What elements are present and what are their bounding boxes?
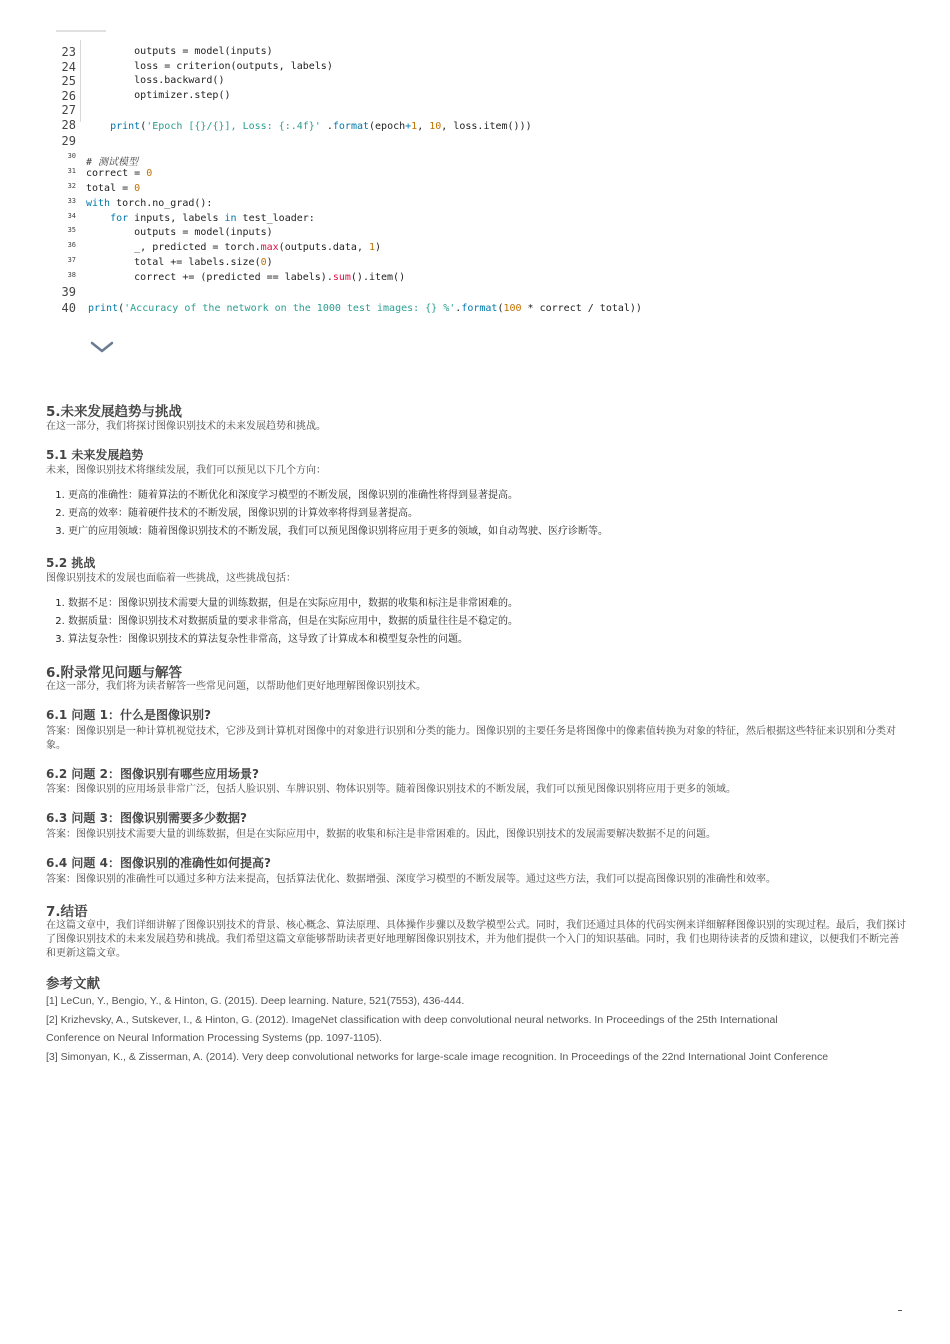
list-item: 3. 更广的应用领域：随着图像识别技术的不断发展，我们可以预见图像识别将应用于更多的领域，如自动驾驶、医疗诊断等。 [68, 523, 608, 541]
section-6-intro: 在这一部分，我们将为读者解答一些常见问题，以帮助他们更好地理解图像识别技术。 [46, 681, 426, 692]
page-footer-mark [898, 1310, 902, 1311]
section-5-2-title: 5.2 挑战 [46, 556, 96, 570]
question-3-title: 6.3 问题 3：图像识别需要多少数据? [46, 811, 247, 825]
code-line: loss = criterion(outputs, labels) [86, 61, 333, 72]
line-number: 37 [67, 256, 76, 264]
question-1-answer: 答案：图像识别是一种计算机视觉技术，它涉及到计算机对图像中的对象进行识别和分类的能力。图像识别的主要任务是将图像中的像素值转换为对象的特征，然后根据这些特征来识别和分类对象。 [46, 726, 896, 751]
line-number: 30 [67, 152, 76, 160]
code-line: _, predicted = torch.max(outputs.data, 1) [86, 242, 382, 253]
reference-item: [3] Simonyan, K., & Zisserman, A. (2014). Very deep convolutional networks for large-scale image recognition. In Proceedings of the 22nd International Joint Conference [46, 1051, 829, 1063]
code-line: total += labels.size(0) [86, 257, 273, 268]
code-line: print('Accuracy of the network on the 1000 test images: {} %'.format(100 * correct / total)) [88, 303, 642, 314]
section-6-title: 6.附录常见问题与解答 [46, 665, 183, 681]
code-line: optimizer.step() [86, 90, 231, 101]
trend-list [46, 487, 608, 541]
code-line: with torch.no_grad(): [86, 198, 213, 209]
section-5-intro: 在这一部分，我们将探讨图像识别技术的未来发展趋势和挑战。 [46, 421, 326, 432]
reference-item: Conference on Neural Information Processing Systems (pp. 1097-1105). [46, 1032, 382, 1044]
list-item: 2. 更高的效率：随着硬件技术的不断发展，图像识别的计算效率将得到显著提高。 [68, 505, 608, 523]
line-number: 38 [67, 271, 76, 279]
code-line: correct = 0 [86, 168, 153, 179]
code-line: outputs = model(inputs) [86, 46, 273, 57]
line-number: 33 [67, 197, 76, 205]
code-line: correct += (predicted == labels).sum().item() [86, 272, 406, 283]
line-number: 36 [67, 241, 76, 249]
references-title: 参考文献 [46, 976, 100, 992]
chevron-down-icon[interactable] [90, 340, 114, 354]
code-line: loss.backward() [86, 75, 225, 86]
list-item: 3. 算法复杂性：图像识别技术的算法复杂性非常高，这导致了计算成本和模型复杂性的问题。 [68, 631, 518, 649]
list-item: 1. 数据不足：图像识别技术需要大量的训练数据，但是在实际应用中，数据的收集和标注是非常困难的。 [68, 595, 518, 613]
question-3-answer: 答案：图像识别技术需要大量的训练数据，但是在实际应用中，数据的收集和标注是非常困难的。因此，图像识别技术的发展需要解决数据不足的问题。 [46, 829, 716, 840]
section-5-1-title: 5.1 未来发展趋势 [46, 448, 144, 462]
line-number: 28 [61, 118, 76, 132]
code-gutter-rule [80, 40, 81, 122]
line-number: 23 [61, 45, 76, 59]
section-5-title: 5.未来发展趋势与挑战 [46, 404, 183, 420]
line-number: 39 [61, 285, 76, 299]
code-comment: # 测试模型 [86, 157, 139, 168]
line-number: 40 [61, 301, 76, 315]
section-5-2-intro: 图像识别技术的发展也面临着一些挑战，这些挑战包括： [46, 573, 296, 584]
question-2-title: 6.2 问题 2：图像识别有哪些应用场景? [46, 767, 259, 781]
line-number: 34 [67, 212, 76, 220]
list-item: 2. 数据质量：图像识别技术对数据质量的要求非常高，但是在实际应用中，数据的质量往往是不稳定的。 [68, 613, 518, 631]
line-number: 29 [61, 134, 76, 148]
question-4-title: 6.4 问题 4：图像识别的准确性如何提高? [46, 856, 271, 870]
question-1-title: 6.1 问题 1：什么是图像识别? [46, 708, 211, 722]
line-number: 35 [67, 226, 76, 234]
conclusion-text: 在这篇文章中，我们详细讲解了图像识别技术的背景、核心概念、算法原理、具体操作步骤以及数学模型公式。同时，我们还通过具体的代码实例来详细解释图像识别的实现过程。最后，我们探讨了图像识别技术的未来发展趋势和挑战。我们希望这篇文章能够帮助读者更好地理解图像识别技术，并为他们提供一个入门的知识基础。同时，我 们也期待读者的反馈和建议，以便我们不断完善和更新这篇文章。 [46, 920, 906, 959]
line-number: 31 [67, 167, 76, 175]
line-number: 24 [61, 60, 76, 74]
reference-item: [2] Krizhevsky, A., Sutskever, I., & Hinton, G. (2012). ImageNet classification with deep convolutional neural networks. In Proceedings of the 25th International [46, 1014, 778, 1026]
section-5-1-intro: 未来，图像识别技术将继续发展，我们可以预见以下几个方向： [46, 465, 326, 476]
line-number: 32 [67, 182, 76, 190]
reference-item: [1] LeCun, Y., Bengio, Y., & Hinton, G. (2015). Deep learning. Nature, 521(7553), 436-444. [46, 995, 465, 1007]
page-header-mark [56, 30, 106, 32]
question-2-answer: 答案：图像识别的应用场景非常广泛，包括人脸识别、车牌识别、物体识别等。随着图像识别技术的不断发展，我们可以预见图像识别将应用于更多的领域。 [46, 784, 736, 795]
list-item: 1. 更高的准确性：随着算法的不断优化和深度学习模型的不断发展，图像识别的准确性将得到显著提高。 [68, 487, 608, 505]
code-line: outputs = model(inputs) [86, 227, 273, 238]
code-line: for inputs, labels in test_loader: [110, 213, 315, 224]
line-number: 27 [61, 103, 76, 117]
question-4-answer: 答案：图像识别的准确性可以通过多种方法来提高，包括算法优化、数据增强、深度学习模型的不断发展等。通过这些方法，我们可以提高图像识别的准确性和效率。 [46, 874, 776, 885]
line-number: 25 [61, 74, 76, 88]
challenge-list [46, 595, 518, 649]
line-number: 26 [61, 89, 76, 103]
code-line: total = 0 [86, 183, 141, 194]
section-7-title: 7.结语 [46, 904, 88, 920]
code-line: print('Epoch [{}/{}], Loss: {:.4f}' .format(epoch+1, 10, loss.item())) [110, 121, 532, 132]
